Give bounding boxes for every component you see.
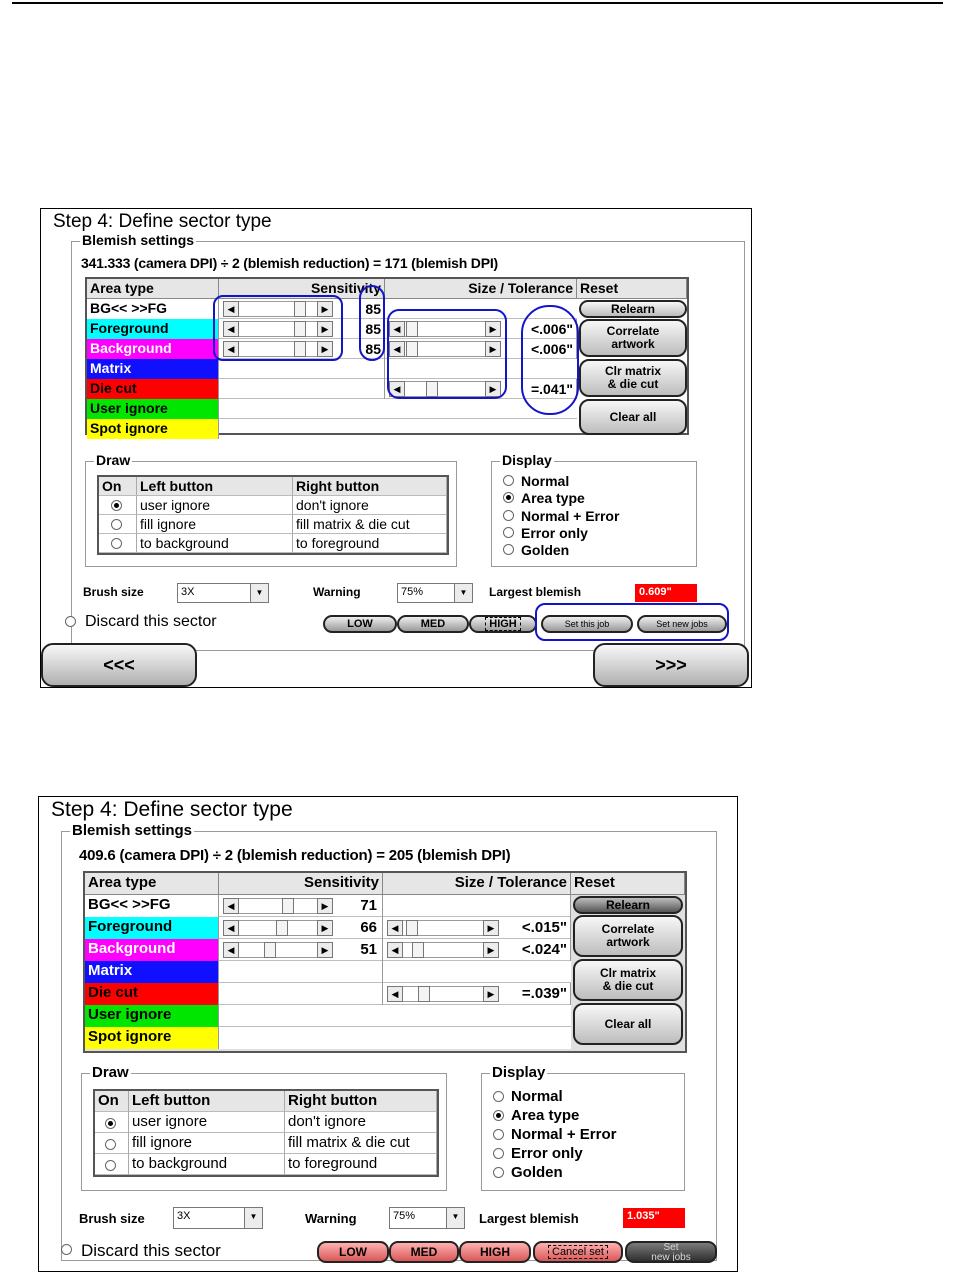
header-reset: Reset — [571, 873, 685, 895]
screen-2 — [38, 796, 738, 1272]
tolerance-value: =.039" — [521, 985, 567, 1002]
sensitivity-cell — [219, 983, 383, 1005]
brush-size-label: Brush size — [79, 1211, 145, 1226]
draw-header-right: Right button — [293, 477, 447, 496]
arrow-left-icon[interactable]: ◀ — [223, 898, 239, 914]
med-button[interactable]: MED — [397, 615, 469, 633]
arrow-right-icon[interactable]: ▶ — [317, 942, 333, 958]
draw-label: Draw — [96, 452, 131, 468]
annotation-oval-set-buttons — [535, 603, 729, 641]
area-label-foreground: Foreground — [85, 917, 219, 939]
area-label-background: Background — [85, 939, 219, 961]
sensitivity-slider[interactable] — [223, 920, 333, 936]
brush-size-value: 3X — [181, 586, 195, 598]
size-cell — [383, 939, 571, 961]
arrow-right-icon[interactable]: ▶ — [485, 381, 501, 397]
arrow-right-icon[interactable]: ▶ — [317, 301, 333, 317]
arrow-left-icon[interactable]: ◀ — [223, 920, 239, 936]
size-slider[interactable] — [387, 920, 499, 936]
arrow-left-icon[interactable]: ◀ — [223, 942, 239, 958]
draw-right-cell: to foreground — [285, 1154, 437, 1175]
discard-label: Discard this sector — [85, 613, 217, 630]
size-cell — [383, 895, 571, 917]
table-row — [85, 961, 571, 983]
chevron-down-icon[interactable]: ▼ — [454, 584, 472, 602]
clear-all-button[interactable]: Clear all — [579, 399, 687, 435]
draw-table — [97, 475, 449, 555]
draw-radio-fill-ignore[interactable] — [111, 519, 122, 530]
header-sensitivity: Sensitivity — [219, 279, 385, 299]
header-size-tolerance: Size / Tolerance — [385, 279, 577, 299]
clr-matrix-die-cut-button[interactable]: Clr matrix & die cut — [579, 359, 687, 397]
area-label-matrix: Matrix — [87, 359, 219, 379]
draw-radio-to-background[interactable] — [105, 1160, 116, 1171]
display-option-normal: Normal — [521, 473, 570, 489]
area-label-spot-ignore: Spot ignore — [87, 419, 219, 439]
tolerance-value: =.041" — [530, 381, 573, 397]
annotation-oval-sensitivity-values — [359, 285, 385, 361]
blemish-settings-label: Blemish settings — [82, 232, 195, 248]
largest-blemish-value: 0.609" — [635, 584, 697, 602]
tolerance-value: <.015" — [521, 919, 567, 936]
display-radio-golden[interactable] — [503, 544, 514, 555]
sensitivity-value: 85 — [365, 321, 381, 337]
table-row — [85, 895, 571, 917]
brush-size-label: Brush size — [83, 585, 144, 599]
low-button[interactable]: LOW — [323, 615, 397, 633]
display-option-area-type: Area type — [511, 1107, 580, 1124]
dpi-formula: 409.6 (camera DPI) ÷ 2 (blemish reduction) = 205 (blemish DPI) — [79, 847, 511, 864]
draw-left-cell: user ignore — [137, 496, 293, 515]
clr-matrix-die-cut-button[interactable]: Clr matrix & die cut — [573, 959, 683, 1001]
largest-blemish-value: 1.035" — [623, 1208, 685, 1228]
arrow-right-icon[interactable]: ▶ — [485, 321, 501, 337]
draw-right-cell: fill matrix & die cut — [293, 515, 447, 534]
draw-on-cell — [95, 1133, 129, 1154]
display-label: Display — [502, 452, 552, 468]
low-button[interactable]: LOW — [317, 1241, 389, 1263]
draw-on-cell — [95, 1112, 129, 1133]
display-option-normal: Normal — [511, 1088, 563, 1105]
header-sensitivity: Sensitivity — [219, 873, 383, 895]
area-label-background: Background — [87, 339, 219, 359]
table-row — [85, 939, 571, 961]
arrow-left-icon[interactable]: ◀ — [223, 301, 239, 317]
relearn-button[interactable]: Relearn — [573, 896, 683, 914]
table-row — [85, 1027, 571, 1049]
tolerance-value: <.024" — [521, 941, 567, 958]
discard-label: Discard this sector — [81, 1241, 221, 1260]
arrow-right-icon[interactable]: ▶ — [317, 898, 333, 914]
slider-thumb[interactable] — [282, 898, 294, 914]
largest-blemish-label: Largest blemish — [479, 1211, 579, 1226]
size-slider[interactable] — [387, 986, 499, 1002]
tolerance-value: <.006" — [530, 321, 573, 337]
sensitivity-value: 51 — [360, 941, 377, 958]
draw-left-cell: user ignore — [129, 1112, 285, 1133]
arrow-left-icon[interactable]: ◀ — [387, 920, 403, 936]
draw-right-cell: don't ignore — [285, 1112, 437, 1133]
draw-header-on: On — [95, 1091, 129, 1112]
clear-all-button[interactable]: Clear all — [573, 1003, 683, 1045]
arrow-right-icon[interactable]: ▶ — [485, 341, 501, 357]
draw-header-right: Right button — [285, 1091, 437, 1112]
draw-on-cell — [95, 1154, 129, 1175]
arrow-left-icon[interactable]: ◀ — [389, 381, 405, 397]
area-label-spot-ignore: Spot ignore — [85, 1027, 219, 1049]
area-label-user-ignore: User ignore — [85, 1005, 219, 1027]
next-button[interactable]: >>> — [593, 643, 749, 687]
annotation-oval-tolerances — [521, 305, 579, 415]
sensitivity-value: 66 — [360, 919, 377, 936]
sensitivity-slider[interactable] — [223, 898, 333, 914]
step-title: Step 4: Define sector type — [53, 211, 272, 232]
warning-label: Warning — [305, 1211, 357, 1226]
set-this-job-button[interactable]: Set this job — [541, 615, 633, 633]
high-button[interactable]: HIGH — [459, 1241, 531, 1263]
display-option-normal-error: Normal + Error — [521, 508, 620, 524]
display-radio-normal[interactable] — [493, 1091, 504, 1102]
display-radio-golden[interactable] — [493, 1167, 504, 1178]
warning-label: Warning — [313, 585, 361, 599]
draw-header-on: On — [99, 477, 137, 496]
table-row — [85, 917, 571, 939]
draw-right-cell: to foreground — [293, 534, 447, 553]
draw-right-cell: fill matrix & die cut — [285, 1133, 437, 1154]
draw-left-cell: fill ignore — [129, 1133, 285, 1154]
correlate-artwork-button[interactable]: Correlate artwork — [573, 915, 683, 957]
draw-on-cell — [99, 534, 137, 553]
sensitivity-cell — [219, 895, 383, 917]
correlate-artwork-button[interactable]: Correlate artwork — [579, 319, 687, 357]
header-reset: Reset — [577, 279, 687, 299]
sensitivity-cell — [219, 939, 383, 961]
header-size-tolerance: Size / Tolerance — [383, 873, 571, 895]
display-radio-error-only[interactable] — [503, 527, 514, 538]
draw-table — [93, 1089, 439, 1177]
area-type-table — [83, 871, 687, 1053]
slider-thumb[interactable] — [418, 986, 430, 1002]
arrow-left-icon[interactable]: ◀ — [387, 942, 403, 958]
annotation-oval-size-sliders — [387, 309, 507, 399]
arrow-right-icon[interactable]: ▶ — [483, 920, 499, 936]
sensitivity-slider[interactable] — [223, 942, 333, 958]
cancel-set-label: Cancel set — [548, 1245, 608, 1259]
display-radio-error-only[interactable] — [493, 1148, 504, 1159]
arrow-right-icon[interactable]: ▶ — [317, 341, 333, 357]
table-row — [85, 1005, 571, 1027]
step-title: Step 4: Define sector type — [51, 798, 293, 821]
size-cell — [383, 983, 571, 1005]
display-option-golden: Golden — [511, 1164, 563, 1181]
top-divider — [12, 2, 943, 4]
header-area-type: Area type — [87, 279, 219, 299]
size-cell — [383, 917, 571, 939]
high-label: HIGH — [485, 617, 521, 631]
slider-thumb[interactable] — [276, 920, 288, 936]
blemish-settings-label: Blemish settings — [72, 822, 193, 839]
display-radio-normal-error[interactable] — [503, 510, 514, 521]
area-label-die-cut: Die cut — [87, 379, 219, 399]
arrow-left-icon[interactable]: ◀ — [389, 341, 405, 357]
brush-size-select[interactable] — [173, 1207, 263, 1229]
table-row — [85, 983, 571, 1005]
draw-radio-user-ignore[interactable] — [111, 500, 122, 511]
cancel-set-button[interactable] — [533, 1241, 623, 1263]
display-option-error-only: Error only — [521, 525, 588, 541]
display-option-golden: Golden — [521, 542, 570, 558]
slider-thumb[interactable] — [412, 942, 424, 958]
display-label: Display — [492, 1064, 546, 1081]
sensitivity-value: 85 — [365, 301, 381, 317]
sensitivity-cell — [219, 917, 383, 939]
slider-thumb[interactable] — [264, 942, 276, 958]
draw-radio-to-background[interactable] — [111, 538, 122, 549]
warning-value: 75% — [393, 1210, 416, 1222]
draw-header-left: Left button — [129, 1091, 285, 1112]
header-area-type: Area type — [85, 873, 219, 895]
display-option-normal-error: Normal + Error — [511, 1126, 617, 1143]
warning-select[interactable] — [389, 1207, 465, 1229]
chevron-down-icon[interactable]: ▼ — [446, 1208, 464, 1228]
chevron-down-icon[interactable]: ▼ — [250, 584, 268, 602]
annotation-oval-sensitivity-sliders — [213, 295, 343, 361]
largest-blemish-label: Largest blemish — [489, 585, 582, 599]
warning-select[interactable] — [397, 583, 473, 603]
dpi-formula: 341.333 (camera DPI) ÷ 2 (blemish reduction) = 171 (blemish DPI) — [81, 255, 498, 271]
arrow-right-icon[interactable]: ▶ — [317, 920, 333, 936]
screen-1 — [40, 208, 752, 688]
set-new-jobs-button[interactable]: Set new jobs — [637, 615, 727, 633]
sensitivity-cell — [219, 359, 385, 379]
discard-radio[interactable] — [61, 1244, 72, 1255]
draw-radio-user-ignore[interactable] — [105, 1118, 116, 1129]
draw-on-cell — [99, 515, 137, 534]
high-button[interactable] — [469, 615, 537, 633]
display-radio-area-type[interactable] — [493, 1110, 504, 1121]
draw-radio-fill-ignore[interactable] — [105, 1139, 116, 1150]
arrow-left-icon[interactable]: ◀ — [389, 321, 405, 337]
med-button[interactable]: MED — [389, 1241, 459, 1263]
draw-on-cell — [99, 496, 137, 515]
draw-header-left: Left button — [137, 477, 293, 496]
draw-left-cell: fill ignore — [137, 515, 293, 534]
set-new-jobs-button[interactable]: Set new jobs — [625, 1241, 717, 1263]
arrow-left-icon[interactable]: ◀ — [223, 341, 239, 357]
display-option-error-only: Error only — [511, 1145, 583, 1162]
draw-label: Draw — [92, 1064, 129, 1081]
arrow-right-icon[interactable]: ▶ — [483, 942, 499, 958]
sensitivity-value: 71 — [360, 897, 377, 914]
area-label-user-ignore: User ignore — [87, 399, 219, 419]
chevron-down-icon[interactable]: ▼ — [244, 1208, 262, 1228]
area-label-bg-fg: BG<< >>FG — [87, 299, 219, 319]
display-radio-normal-error[interactable] — [493, 1129, 504, 1140]
sensitivity-cell — [219, 961, 383, 983]
slider-thumb[interactable] — [406, 920, 418, 936]
arrow-left-icon[interactable]: ◀ — [387, 986, 403, 1002]
relearn-button[interactable]: Relearn — [579, 300, 687, 318]
arrow-right-icon[interactable]: ▶ — [483, 986, 499, 1002]
draw-right-cell: don't ignore — [293, 496, 447, 515]
sensitivity-value: 85 — [365, 341, 381, 357]
discard-radio[interactable] — [65, 616, 76, 627]
area-label-die-cut: Die cut — [85, 983, 219, 1005]
display-option-area-type: Area type — [521, 490, 585, 506]
warning-value: 75% — [401, 586, 424, 598]
draw-left-cell: to background — [129, 1154, 285, 1175]
sensitivity-cell — [219, 379, 385, 399]
draw-left-cell: to background — [137, 534, 293, 553]
arrow-right-icon[interactable]: ▶ — [317, 321, 333, 337]
arrow-left-icon[interactable]: ◀ — [223, 321, 239, 337]
size-slider[interactable] — [387, 942, 499, 958]
table-row — [87, 399, 577, 419]
brush-size-value: 3X — [177, 1210, 191, 1222]
brush-size-select[interactable] — [177, 583, 269, 603]
area-label-bg-fg: BG<< >>FG — [85, 895, 219, 917]
area-label-matrix: Matrix — [85, 961, 219, 983]
display-radio-area-type[interactable] — [503, 492, 514, 503]
table-row — [87, 419, 577, 439]
tolerance-value: <.006" — [530, 341, 573, 357]
display-radio-normal[interactable] — [503, 475, 514, 486]
back-button[interactable]: <<< — [41, 643, 197, 687]
area-label-foreground: Foreground — [87, 319, 219, 339]
